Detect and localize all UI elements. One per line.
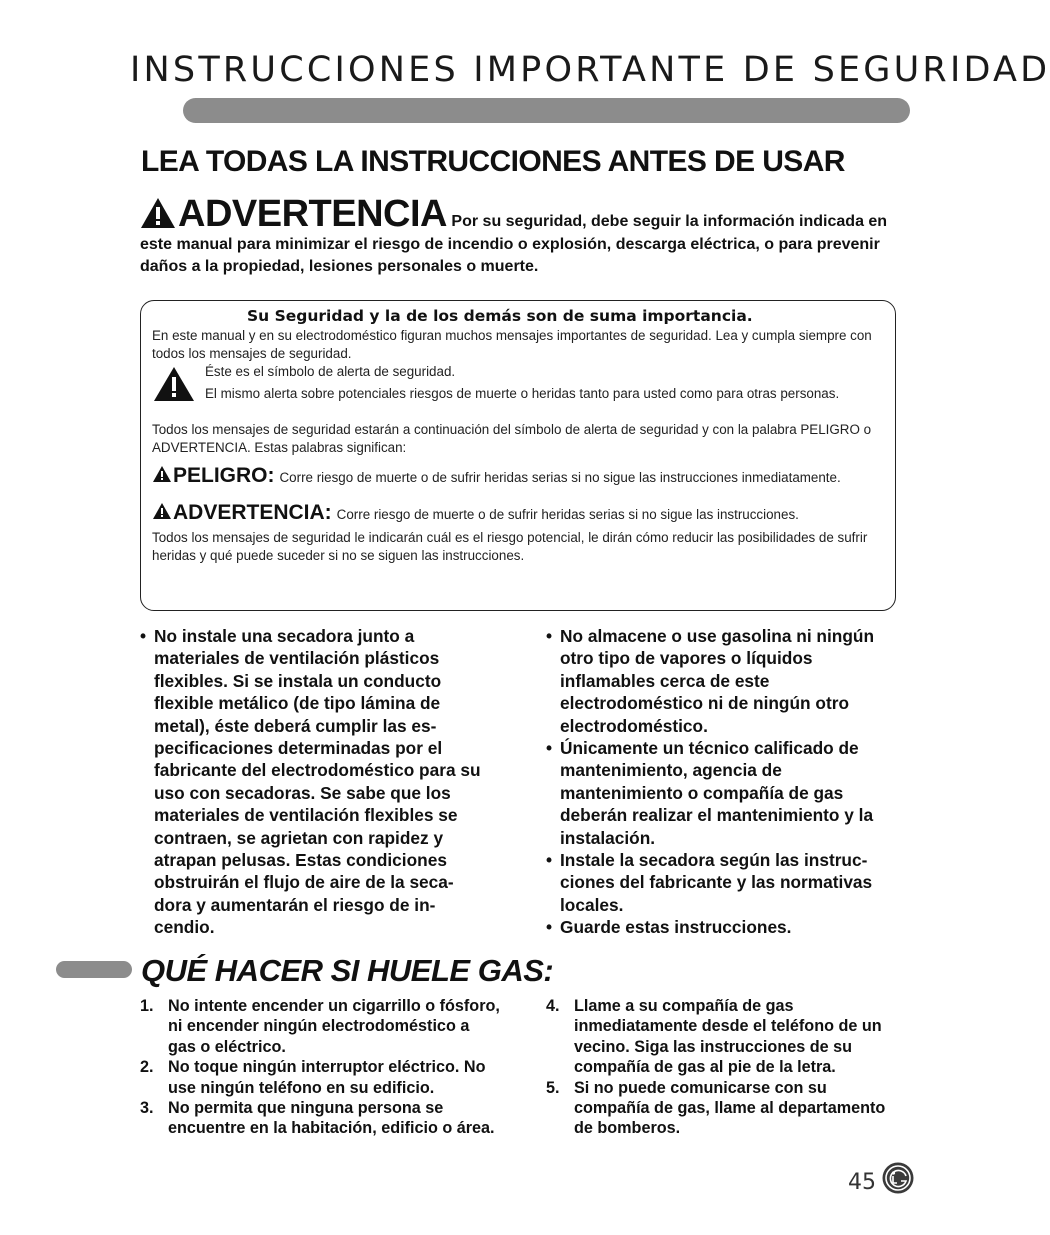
- lg-logo-icon: [882, 1162, 914, 1199]
- bullets-left-column: [140, 625, 492, 939]
- warning-triangle-icon: [152, 465, 172, 488]
- warning-triangle-icon: [152, 502, 172, 525]
- warning-signal-word: ADVERTENCIA:: [173, 501, 332, 524]
- danger-row: [152, 465, 872, 488]
- list-item: 2. No toque ningún interruptor eléctrico. No use ningún teléfono en su edificio.: [140, 1058, 486, 1097]
- list-item: • No instale una secadora junto a materiales de ventilación plásticos flexibles. Si se instala un conducto flexible metálico (de tipo lámina de metal), éste deberá cumplir las es- pecificaciones determinadas por el fabricante del electrodoméstico para su uso con secadoras. Se sabe que los materiales de ventilación flexibles se contraen, se agrietan con rapidez y atrapan pelusas. Estas condiciones obstruirán el flujo de aire de la seca- dora y aumentarán el riesgo de in- cendio.: [140, 626, 481, 938]
- warning-word: ADVERTENCIA: [178, 193, 447, 235]
- danger-definition: Corre riesgo de muerte o de sufrir heridas serias si no sigue las instrucciones inmediatamente.: [279, 470, 841, 485]
- title-bar-decoration: [183, 98, 910, 123]
- page-title: INSTRUCCIONES IMPORTANTE DE SEGURIDAD: [130, 50, 1050, 90]
- warning-intro: [140, 195, 910, 278]
- warning-intro-text: Por su seguridad, debe seguir la información indicada en este manual para minimizar el riesgo de incendio o explosión, descarga eléctrica, o para prevenir daños a la propiedad, lesiones personales o muerte.: [140, 213, 888, 275]
- list-item: • Guarde estas instrucciones.: [546, 917, 792, 938]
- danger-word: PELIGRO:: [173, 464, 275, 487]
- list-item: • No almacene o use gasolina ni ningún otro tipo de vapores o líquidos inflamables cerca de este electrodoméstico ni de ningún otro electrodoméstico.: [546, 626, 874, 736]
- bullets-right-column: [546, 625, 906, 939]
- all-messages-text: Todos los mensajes de seguridad estarán a continuación del símbolo de alerta de seguridad y con la palabra PELIGRO o ADVERTENCIA. Estas palabras significan:: [152, 422, 872, 455]
- list-item: 3. No permita que ninguna persona se encuentre en la habitación, edificio o área.: [140, 1099, 495, 1138]
- symbol-row: [152, 363, 872, 421]
- list-item: 4. Llame a su compañía de gas inmediatamente desde el teléfono de un vecino. Siga las instrucciones de su compañía de gas al pie de la letra.: [546, 997, 882, 1077]
- read-instructions-heading: LEA TODAS LA INSTRUCCIONES ANTES DE USAR: [141, 145, 845, 178]
- gas-steps-right: [546, 996, 906, 1139]
- gas-section-bar-decoration: [56, 961, 132, 978]
- gas-steps-left: [140, 996, 500, 1139]
- list-item: • Instale la secadora según las instruc- ciones del fabricante y las normativas locales.: [546, 850, 873, 915]
- gas-section-heading: QUÉ HACER SI HUELE GAS:: [141, 953, 554, 988]
- list-item: 1. No intente encender un cigarrillo o fósforo, ni encender ningún electrodoméstico a gas o eléctrico.: [140, 997, 500, 1056]
- warning-triangle-icon: [153, 366, 195, 407]
- list-item: • Únicamente un técnico calificado de mantenimiento, agencia de mantenimiento o compañía de gas deberán realizar el mantenimiento y la instalación.: [546, 738, 874, 848]
- warning-definition: Corre riesgo de muerte o de sufrir heridas serias si no sigue las instrucciones.: [336, 507, 799, 522]
- symbol-description: Éste es el símbolo de alerta de seguridad.: [205, 364, 456, 379]
- page-number: 45: [848, 1170, 876, 1195]
- safety-info-box: [140, 300, 896, 611]
- safety-box-intro: En este manual y en su electrodoméstico figuran muchos mensajes importantes de seguridad. Lea y cumpla siempre con todos los mensajes de seguridad.: [152, 328, 872, 361]
- warning-row: [152, 502, 872, 525]
- safety-box-closing: Todos los mensajes de seguridad le indicarán cuál es el riesgo potencial, le dirán cómo reducir las posibilidades de sufrir heridas y qué puede suceder si no se siguen las instrucciones.: [152, 530, 868, 563]
- safety-box-heading: Su Seguridad y la de los demás son de suma importancia.: [247, 307, 753, 325]
- symbol-alert-text: El mismo alerta sobre potenciales riesgos de muerte o heridas tanto para usted como para otras personas.: [205, 386, 840, 401]
- warning-triangle-icon: [140, 197, 176, 234]
- list-item: 5. Si no puede comunicarse con su compañía de gas, llame al departamento de bomberos.: [546, 1078, 886, 1138]
